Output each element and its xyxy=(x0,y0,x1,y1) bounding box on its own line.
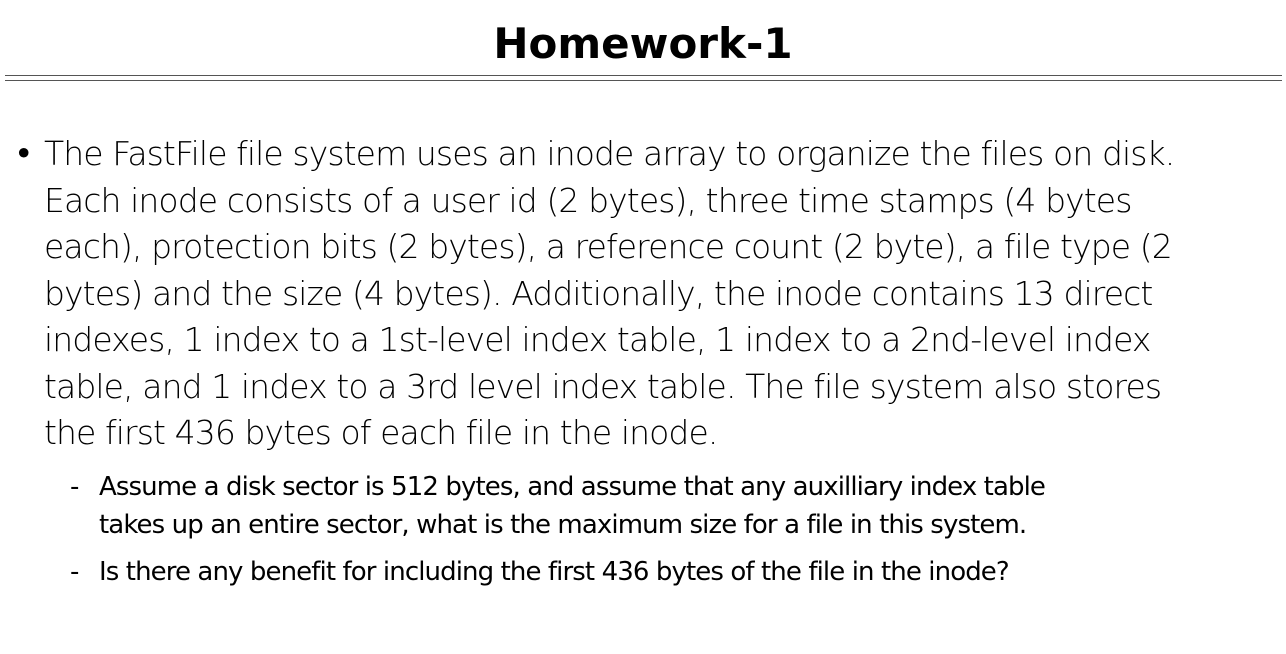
main-bullet-line: the first 436 bytes of each file in the inode. xyxy=(44,413,718,452)
sub-question-max-file-size xyxy=(70,468,1276,544)
main-bullet-line: The FastFile file system uses an inode array to organize the files on disk. xyxy=(44,134,1175,173)
sub-question-list xyxy=(70,468,1276,600)
title-divider-top xyxy=(5,75,1282,76)
main-bullet-line: indexes, 1 index to a 1st-level index table, 1 index to a 2nd-level index xyxy=(44,320,1151,359)
sub-question-text xyxy=(99,468,1276,544)
main-bullet-line: table, and 1 index to a 3rd level index table. The file system also stores xyxy=(44,366,1162,406)
sub-question-inode-benefit xyxy=(70,553,1276,591)
sub-question-line: Assume a disk sector is 512 bytes, and assume that any auxilliary index table xyxy=(99,472,1046,502)
sub-question-text xyxy=(99,553,1276,591)
slide-title: Homework-1 xyxy=(493,19,793,68)
main-bullet-line: bytes) and the size (4 bytes). Additionally, the inode contains 13 direct xyxy=(44,273,1153,313)
main-bullet-line: Each inode consists of a user id (2 bytes), three time stamps (4 bytes xyxy=(44,180,1132,220)
main-bullet-text xyxy=(44,131,1276,457)
sub-question-line: Is there any benefit for including the first 436 bytes of the file in the inode? xyxy=(99,557,1009,587)
sub-question-line: takes up an entire sector, what is the maximum size for a file in this system. xyxy=(99,510,1027,540)
main-bullet-line: each), protection bits (2 bytes), a reference count (2 byte), a file type (2 xyxy=(44,227,1172,266)
dash-icon: - xyxy=(70,472,80,502)
bullet-dot-icon: • xyxy=(14,134,34,173)
title-divider-bottom xyxy=(5,80,1282,81)
dash-icon: - xyxy=(70,557,80,587)
